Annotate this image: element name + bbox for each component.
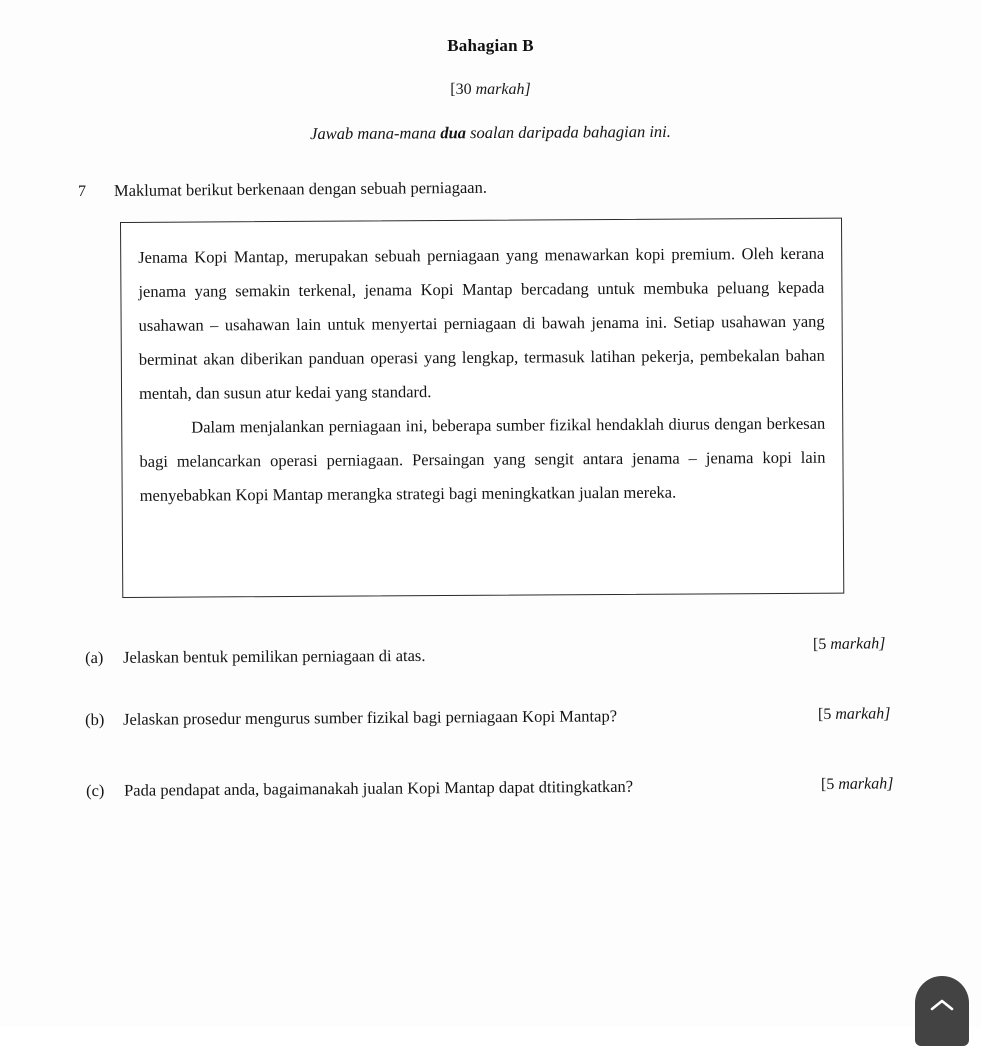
sub-question-b-marks	[818, 705, 891, 724]
stimulus-paragraph-2: Dalam menjalankan perniagaan ini, beberapa sumber fizikal hendaklah diurus dengan berkesan bagi melancarkan operasi perniagaan. Persaingan yang sengit antara jenama – jenama kopi lain menyebabkan Kopi Mantap merangka strategi bagi meningkatkan jualan mereka.	[139, 413, 826, 505]
sub-question-c-label: (c)	[86, 780, 105, 800]
total-marks-word: markah]	[475, 81, 531, 98]
sub-question-a-marks-word: markah]	[830, 635, 886, 653]
sub-question-c-marks-word: markah]	[838, 775, 894, 793]
instruction-prefix: Jawab mana-mana	[310, 123, 441, 144]
instruction-emphasis: dua	[440, 123, 467, 143]
sub-question-b-text: Jelaskan prosedur mengurus sumber fizikal bagi perniagaan Kopi Mantap?	[122, 706, 618, 729]
sub-question-b-marks-number: [5	[817, 705, 836, 723]
page-title: Bahagian B	[447, 36, 534, 55]
sub-question-a-label: (a)	[85, 647, 104, 667]
question-stem: Maklumat berikut berkenaan dengan sebuah perniagaan.	[113, 177, 488, 200]
sub-question-c-text: Pada pendapat anda, bagaimanakah jualan Kopi Mantap dapat dtitingkatkan?	[123, 776, 634, 800]
total-marks	[0, 81, 981, 99]
total-marks-number: [30	[450, 81, 476, 98]
sub-question-a-text: Jelaskan bentuk pemilikan perniagaan di atas.	[122, 645, 426, 667]
sub-question-c-marks	[821, 775, 894, 794]
stimulus-box	[120, 218, 844, 598]
sub-question-c-marks-number: [5	[820, 775, 839, 793]
sub-question-a-marks-number: [5	[812, 635, 831, 653]
sub-question-b-marks-word: markah]	[835, 705, 891, 723]
question-number: 7	[78, 183, 86, 200]
instruction-suffix: soalan daripada bahagian ini.	[465, 121, 671, 143]
sub-question-b-label: (b)	[85, 709, 105, 729]
scroll-to-top-button[interactable]	[915, 976, 969, 1046]
stimulus-text	[121, 219, 843, 523]
stimulus-paragraph-1: Jenama Kopi Mantap, merupakan sebuah perniagaan yang menawarkan kopi premium. Oleh kerana jenama yang semakin terkenal, jenama Kopi Mantap bercadang untuk membuka peluang kepada usahawan – usahawan lain untuk menyertai perniagaan di bawah jenama ini. Setiap usahawan yang berminat akan diberikan panduan operasi yang lengkap, termasuk latihan pekerja, pembekalan bahan mentah, dan susun atur kedai yang standard.	[138, 243, 825, 403]
sub-question-a-marks	[813, 635, 886, 654]
chevron-up-icon	[930, 998, 954, 1012]
instruction-line	[0, 120, 981, 146]
